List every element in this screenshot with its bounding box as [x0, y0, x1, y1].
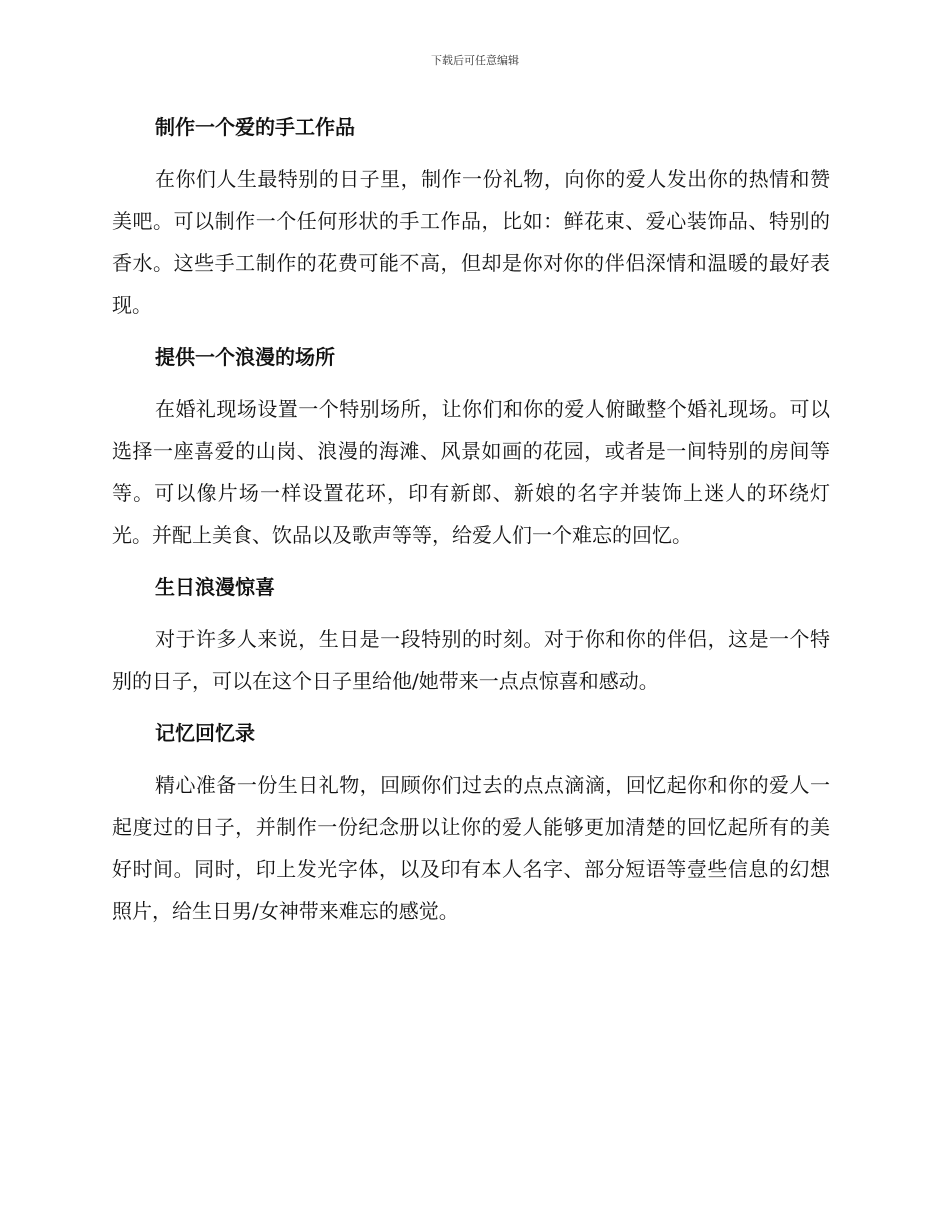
section-heading-birthday-surprise: 生日浪漫惊喜 [155, 575, 275, 599]
section-paragraph-romantic-place: 在婚礼现场设置一个特别场所，让你们和你的爱人俯瞰整个婚礼现场。可以选择一座喜爱的山岗、浪漫的海滩、风景如画的花园，或者是一间特别的房间等等。可以像片场一样设置花环，印有新郎、新娘的名字并装饰上迷人的环绕灯光。并配上美食、饮品以及歌声等等，给爱人们一个难忘的回忆。 [112, 397, 830, 547]
header-note: 下载后可任意编辑 [431, 54, 519, 67]
section-paragraph-handmade: 在你们人生最特别的日子里，制作一份礼物，向你的爱人发出你的热情和赞美吧。可以制作一个任何形状的手工作品，比如：鲜花束、爱心装饰品、特别的香水。这些手工制作的花费可能不高，但却是你对你的伴侣深情和温暖的最好表现。 [112, 167, 830, 317]
section-paragraph-birthday-surprise: 对于许多人来说，生日是一段特别的时刻。对于你和你的伴侣，这是一个特别的日子，可以在这个日子里给他/她带来一点点惊喜和感动。 [112, 627, 830, 693]
document-body [112, 108, 830, 932]
section-heading-romantic-place: 提供一个浪漫的场所 [155, 345, 335, 369]
section-heading-handmade: 制作一个爱的手工作品 [155, 115, 355, 139]
section-paragraph-memoir: 精心准备一份生日礼物，回顾你们过去的点点滴滴，回忆起你和你的爱人一起度过的日子，并制作一份纪念册以让你的爱人能够更加清楚的回忆起所有的美好时间。同时，印上发光字体，以及印有本人名字、部分短语等壹些信息的幻想照片，给生日男/女神带来难忘的感觉。 [112, 773, 830, 923]
section-heading-memoir: 记忆回忆录 [155, 721, 255, 745]
